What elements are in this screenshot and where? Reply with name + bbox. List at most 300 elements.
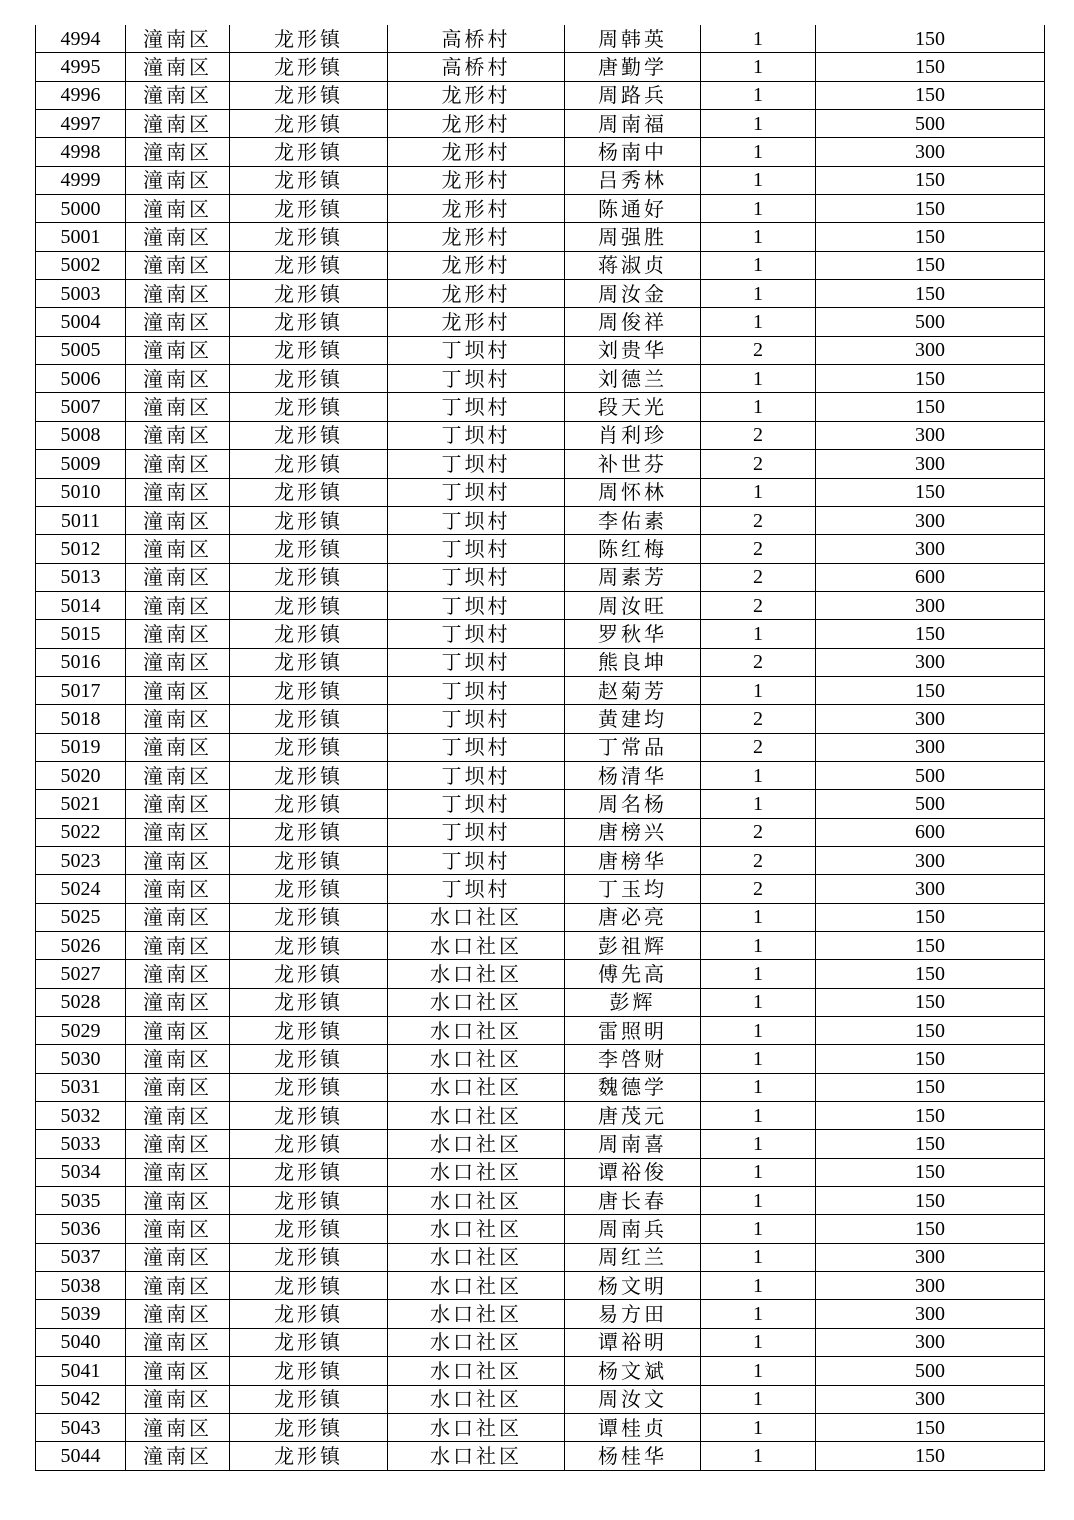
village-cell: 龙形村 bbox=[388, 280, 565, 308]
name-cell: 彭祖辉 bbox=[565, 932, 701, 960]
table-row bbox=[36, 450, 1045, 478]
amount-cell: 300 bbox=[816, 648, 1045, 676]
town-cell: 龙形镇 bbox=[230, 733, 388, 761]
town-cell: 龙形镇 bbox=[230, 563, 388, 591]
row-number-cell: 5043 bbox=[36, 1413, 126, 1441]
row-number-cell: 5037 bbox=[36, 1243, 126, 1271]
table-row bbox=[36, 705, 1045, 733]
village-cell: 水口社区 bbox=[388, 1158, 565, 1186]
name-cell: 丁玉均 bbox=[565, 875, 701, 903]
amount-cell: 500 bbox=[816, 308, 1045, 336]
district-cell: 潼南区 bbox=[126, 336, 230, 364]
village-cell: 水口社区 bbox=[388, 1215, 565, 1243]
town-cell: 龙形镇 bbox=[230, 705, 388, 733]
district-cell: 潼南区 bbox=[126, 1328, 230, 1356]
village-cell: 龙形村 bbox=[388, 166, 565, 194]
amount-cell: 600 bbox=[816, 563, 1045, 591]
row-number-cell: 4996 bbox=[36, 81, 126, 109]
table-row bbox=[36, 25, 1045, 53]
town-cell: 龙形镇 bbox=[230, 81, 388, 109]
name-cell: 谭裕明 bbox=[565, 1328, 701, 1356]
village-cell: 丁坝村 bbox=[388, 591, 565, 619]
name-cell: 唐长春 bbox=[565, 1187, 701, 1215]
table-row bbox=[36, 365, 1045, 393]
district-cell: 潼南区 bbox=[126, 81, 230, 109]
amount-cell: 150 bbox=[816, 166, 1045, 194]
row-number-cell: 5024 bbox=[36, 875, 126, 903]
village-cell: 丁坝村 bbox=[388, 393, 565, 421]
amount-cell: 300 bbox=[816, 421, 1045, 449]
village-cell: 丁坝村 bbox=[388, 563, 565, 591]
town-cell: 龙形镇 bbox=[230, 932, 388, 960]
district-cell: 潼南区 bbox=[126, 195, 230, 223]
name-cell: 赵菊芳 bbox=[565, 676, 701, 704]
district-cell: 潼南区 bbox=[126, 223, 230, 251]
count-cell: 2 bbox=[701, 648, 816, 676]
table-row bbox=[36, 478, 1045, 506]
district-cell: 潼南区 bbox=[126, 535, 230, 563]
count-cell: 1 bbox=[701, 166, 816, 194]
row-number-cell: 4998 bbox=[36, 138, 126, 166]
amount-cell: 150 bbox=[816, 988, 1045, 1016]
table-row bbox=[36, 1328, 1045, 1356]
amount-cell: 500 bbox=[816, 1357, 1045, 1385]
village-cell: 丁坝村 bbox=[388, 535, 565, 563]
village-cell: 龙形村 bbox=[388, 138, 565, 166]
count-cell: 1 bbox=[701, 1413, 816, 1441]
name-cell: 周汝金 bbox=[565, 280, 701, 308]
row-number-cell: 5031 bbox=[36, 1073, 126, 1101]
count-cell: 1 bbox=[701, 280, 816, 308]
amount-cell: 300 bbox=[816, 1243, 1045, 1271]
count-cell: 1 bbox=[701, 1102, 816, 1130]
village-cell: 丁坝村 bbox=[388, 790, 565, 818]
district-cell: 潼南区 bbox=[126, 421, 230, 449]
count-cell: 2 bbox=[701, 875, 816, 903]
district-cell: 潼南区 bbox=[126, 1130, 230, 1158]
district-cell: 潼南区 bbox=[126, 251, 230, 279]
village-cell: 龙形村 bbox=[388, 195, 565, 223]
town-cell: 龙形镇 bbox=[230, 138, 388, 166]
count-cell: 1 bbox=[701, 1158, 816, 1186]
name-cell: 唐茂元 bbox=[565, 1102, 701, 1130]
row-number-cell: 5022 bbox=[36, 818, 126, 846]
count-cell: 1 bbox=[701, 903, 816, 931]
count-cell: 1 bbox=[701, 1073, 816, 1101]
table-row bbox=[36, 308, 1045, 336]
count-cell: 2 bbox=[701, 421, 816, 449]
town-cell: 龙形镇 bbox=[230, 846, 388, 874]
table-row bbox=[36, 903, 1045, 931]
count-cell: 1 bbox=[701, 1442, 816, 1470]
town-cell: 龙形镇 bbox=[230, 166, 388, 194]
name-cell: 李啓财 bbox=[565, 1045, 701, 1073]
name-cell: 补世芬 bbox=[565, 450, 701, 478]
amount-cell: 150 bbox=[816, 620, 1045, 648]
count-cell: 1 bbox=[701, 251, 816, 279]
village-cell: 丁坝村 bbox=[388, 620, 565, 648]
name-cell: 杨文斌 bbox=[565, 1357, 701, 1385]
village-cell: 丁坝村 bbox=[388, 421, 565, 449]
district-cell: 潼南区 bbox=[126, 875, 230, 903]
village-cell: 水口社区 bbox=[388, 1130, 565, 1158]
table-row bbox=[36, 1385, 1045, 1413]
row-number-cell: 5002 bbox=[36, 251, 126, 279]
row-number-cell: 5012 bbox=[36, 535, 126, 563]
name-cell: 魏德学 bbox=[565, 1073, 701, 1101]
district-cell: 潼南区 bbox=[126, 932, 230, 960]
district-cell: 潼南区 bbox=[126, 988, 230, 1016]
village-cell: 丁坝村 bbox=[388, 818, 565, 846]
town-cell: 龙形镇 bbox=[230, 1357, 388, 1385]
village-cell: 水口社区 bbox=[388, 1017, 565, 1045]
amount-cell: 150 bbox=[816, 1215, 1045, 1243]
table-row bbox=[36, 988, 1045, 1016]
count-cell: 1 bbox=[701, 1300, 816, 1328]
table-row bbox=[36, 535, 1045, 563]
row-number-cell: 5004 bbox=[36, 308, 126, 336]
village-cell: 水口社区 bbox=[388, 960, 565, 988]
table-row bbox=[36, 648, 1045, 676]
row-number-cell: 5010 bbox=[36, 478, 126, 506]
row-number-cell: 5007 bbox=[36, 393, 126, 421]
name-cell: 陈红梅 bbox=[565, 535, 701, 563]
name-cell: 丁常品 bbox=[565, 733, 701, 761]
town-cell: 龙形镇 bbox=[230, 1187, 388, 1215]
row-number-cell: 5025 bbox=[36, 903, 126, 931]
village-cell: 龙形村 bbox=[388, 223, 565, 251]
district-cell: 潼南区 bbox=[126, 960, 230, 988]
row-number-cell: 5032 bbox=[36, 1102, 126, 1130]
village-cell: 龙形村 bbox=[388, 110, 565, 138]
amount-cell: 500 bbox=[816, 790, 1045, 818]
town-cell: 龙形镇 bbox=[230, 478, 388, 506]
count-cell: 2 bbox=[701, 563, 816, 591]
village-cell: 丁坝村 bbox=[388, 676, 565, 704]
town-cell: 龙形镇 bbox=[230, 450, 388, 478]
count-cell: 2 bbox=[701, 591, 816, 619]
table-row bbox=[36, 733, 1045, 761]
table-row bbox=[36, 761, 1045, 789]
row-number-cell: 5023 bbox=[36, 846, 126, 874]
village-cell: 丁坝村 bbox=[388, 506, 565, 534]
table-body bbox=[36, 25, 1045, 1470]
count-cell: 1 bbox=[701, 365, 816, 393]
village-cell: 水口社区 bbox=[388, 1102, 565, 1130]
row-number-cell: 5018 bbox=[36, 705, 126, 733]
town-cell: 龙形镇 bbox=[230, 280, 388, 308]
row-number-cell: 5009 bbox=[36, 450, 126, 478]
row-number-cell: 5016 bbox=[36, 648, 126, 676]
count-cell: 1 bbox=[701, 1215, 816, 1243]
table-row bbox=[36, 280, 1045, 308]
amount-cell: 150 bbox=[816, 1158, 1045, 1186]
amount-cell: 300 bbox=[816, 1385, 1045, 1413]
count-cell: 1 bbox=[701, 195, 816, 223]
amount-cell: 150 bbox=[816, 1073, 1045, 1101]
district-cell: 潼南区 bbox=[126, 563, 230, 591]
table-row bbox=[36, 110, 1045, 138]
village-cell: 丁坝村 bbox=[388, 365, 565, 393]
row-number-cell: 5026 bbox=[36, 932, 126, 960]
name-cell: 唐必亮 bbox=[565, 903, 701, 931]
row-number-cell: 5020 bbox=[36, 761, 126, 789]
district-cell: 潼南区 bbox=[126, 1158, 230, 1186]
table-row bbox=[36, 223, 1045, 251]
town-cell: 龙形镇 bbox=[230, 620, 388, 648]
table-row bbox=[36, 563, 1045, 591]
count-cell: 1 bbox=[701, 25, 816, 53]
name-cell: 周怀林 bbox=[565, 478, 701, 506]
amount-cell: 300 bbox=[816, 846, 1045, 874]
row-number-cell: 5040 bbox=[36, 1328, 126, 1356]
amount-cell: 150 bbox=[816, 903, 1045, 931]
amount-cell: 300 bbox=[816, 1300, 1045, 1328]
name-cell: 杨清华 bbox=[565, 761, 701, 789]
town-cell: 龙形镇 bbox=[230, 1272, 388, 1300]
row-number-cell: 5036 bbox=[36, 1215, 126, 1243]
village-cell: 水口社区 bbox=[388, 1300, 565, 1328]
town-cell: 龙形镇 bbox=[230, 1442, 388, 1470]
table-row bbox=[36, 336, 1045, 364]
amount-cell: 300 bbox=[816, 705, 1045, 733]
village-cell: 丁坝村 bbox=[388, 761, 565, 789]
name-cell: 杨文明 bbox=[565, 1272, 701, 1300]
amount-cell: 150 bbox=[816, 1045, 1045, 1073]
name-cell: 周汝旺 bbox=[565, 591, 701, 619]
table-row bbox=[36, 1102, 1045, 1130]
name-cell: 李佑素 bbox=[565, 506, 701, 534]
district-cell: 潼南区 bbox=[126, 1215, 230, 1243]
amount-cell: 150 bbox=[816, 53, 1045, 81]
count-cell: 1 bbox=[701, 478, 816, 506]
name-cell: 刘贵华 bbox=[565, 336, 701, 364]
count-cell: 1 bbox=[701, 676, 816, 704]
count-cell: 1 bbox=[701, 81, 816, 109]
amount-cell: 150 bbox=[816, 960, 1045, 988]
table-row bbox=[36, 790, 1045, 818]
table-row bbox=[36, 818, 1045, 846]
name-cell: 蒋淑贞 bbox=[565, 251, 701, 279]
row-number-cell: 5044 bbox=[36, 1442, 126, 1470]
table-row bbox=[36, 1413, 1045, 1441]
town-cell: 龙形镇 bbox=[230, 1300, 388, 1328]
row-number-cell: 5027 bbox=[36, 960, 126, 988]
name-cell: 易方田 bbox=[565, 1300, 701, 1328]
amount-cell: 150 bbox=[816, 1102, 1045, 1130]
name-cell: 熊良坤 bbox=[565, 648, 701, 676]
row-number-cell: 5028 bbox=[36, 988, 126, 1016]
amount-cell: 150 bbox=[816, 393, 1045, 421]
district-cell: 潼南区 bbox=[126, 308, 230, 336]
town-cell: 龙形镇 bbox=[230, 1328, 388, 1356]
row-number-cell: 5019 bbox=[36, 733, 126, 761]
amount-cell: 150 bbox=[816, 1413, 1045, 1441]
table-row bbox=[36, 138, 1045, 166]
table-row bbox=[36, 1272, 1045, 1300]
table-row bbox=[36, 506, 1045, 534]
count-cell: 1 bbox=[701, 1045, 816, 1073]
town-cell: 龙形镇 bbox=[230, 875, 388, 903]
town-cell: 龙形镇 bbox=[230, 903, 388, 931]
village-cell: 丁坝村 bbox=[388, 648, 565, 676]
amount-cell: 150 bbox=[816, 932, 1045, 960]
district-cell: 潼南区 bbox=[126, 903, 230, 931]
row-number-cell: 5038 bbox=[36, 1272, 126, 1300]
table-row bbox=[36, 166, 1045, 194]
town-cell: 龙形镇 bbox=[230, 308, 388, 336]
amount-cell: 500 bbox=[816, 761, 1045, 789]
district-cell: 潼南区 bbox=[126, 761, 230, 789]
amount-cell: 300 bbox=[816, 733, 1045, 761]
table-row bbox=[36, 960, 1045, 988]
amount-cell: 150 bbox=[816, 365, 1045, 393]
count-cell: 1 bbox=[701, 790, 816, 818]
table-row bbox=[36, 1158, 1045, 1186]
amount-cell: 600 bbox=[816, 818, 1045, 846]
row-number-cell: 4995 bbox=[36, 53, 126, 81]
row-number-cell: 5034 bbox=[36, 1158, 126, 1186]
town-cell: 龙形镇 bbox=[230, 251, 388, 279]
district-cell: 潼南区 bbox=[126, 1187, 230, 1215]
count-cell: 2 bbox=[701, 506, 816, 534]
row-number-cell: 5005 bbox=[36, 336, 126, 364]
town-cell: 龙形镇 bbox=[230, 1017, 388, 1045]
district-cell: 潼南区 bbox=[126, 166, 230, 194]
amount-cell: 300 bbox=[816, 138, 1045, 166]
village-cell: 丁坝村 bbox=[388, 875, 565, 903]
town-cell: 龙形镇 bbox=[230, 648, 388, 676]
name-cell: 杨桂华 bbox=[565, 1442, 701, 1470]
town-cell: 龙形镇 bbox=[230, 1045, 388, 1073]
row-number-cell: 5015 bbox=[36, 620, 126, 648]
count-cell: 1 bbox=[701, 988, 816, 1016]
count-cell: 1 bbox=[701, 1017, 816, 1045]
village-cell: 丁坝村 bbox=[388, 705, 565, 733]
village-cell: 龙形村 bbox=[388, 251, 565, 279]
amount-cell: 500 bbox=[816, 110, 1045, 138]
name-cell: 周路兵 bbox=[565, 81, 701, 109]
village-cell: 龙形村 bbox=[388, 81, 565, 109]
village-cell: 龙形村 bbox=[388, 308, 565, 336]
table-row bbox=[36, 1357, 1045, 1385]
town-cell: 龙形镇 bbox=[230, 1413, 388, 1441]
district-cell: 潼南区 bbox=[126, 365, 230, 393]
village-cell: 丁坝村 bbox=[388, 336, 565, 364]
district-cell: 潼南区 bbox=[126, 450, 230, 478]
count-cell: 1 bbox=[701, 1357, 816, 1385]
town-cell: 龙形镇 bbox=[230, 421, 388, 449]
town-cell: 龙形镇 bbox=[230, 591, 388, 619]
village-cell: 水口社区 bbox=[388, 988, 565, 1016]
table-row bbox=[36, 393, 1045, 421]
village-cell: 水口社区 bbox=[388, 903, 565, 931]
count-cell: 1 bbox=[701, 138, 816, 166]
town-cell: 龙形镇 bbox=[230, 988, 388, 1016]
name-cell: 刘德兰 bbox=[565, 365, 701, 393]
amount-cell: 300 bbox=[816, 506, 1045, 534]
count-cell: 1 bbox=[701, 223, 816, 251]
village-cell: 水口社区 bbox=[388, 1187, 565, 1215]
table-row bbox=[36, 1130, 1045, 1158]
amount-cell: 300 bbox=[816, 1272, 1045, 1300]
town-cell: 龙形镇 bbox=[230, 506, 388, 534]
town-cell: 龙形镇 bbox=[230, 25, 388, 53]
amount-cell: 150 bbox=[816, 1130, 1045, 1158]
town-cell: 龙形镇 bbox=[230, 110, 388, 138]
table-row bbox=[36, 1300, 1045, 1328]
district-cell: 潼南区 bbox=[126, 1045, 230, 1073]
name-cell: 周素芳 bbox=[565, 563, 701, 591]
district-cell: 潼南区 bbox=[126, 1300, 230, 1328]
district-cell: 潼南区 bbox=[126, 1073, 230, 1101]
row-number-cell: 5041 bbox=[36, 1357, 126, 1385]
district-cell: 潼南区 bbox=[126, 1272, 230, 1300]
row-number-cell: 5030 bbox=[36, 1045, 126, 1073]
village-cell: 高桥村 bbox=[388, 53, 565, 81]
town-cell: 龙形镇 bbox=[230, 365, 388, 393]
village-cell: 丁坝村 bbox=[388, 733, 565, 761]
town-cell: 龙形镇 bbox=[230, 1073, 388, 1101]
row-number-cell: 5021 bbox=[36, 790, 126, 818]
town-cell: 龙形镇 bbox=[230, 676, 388, 704]
row-number-cell: 5017 bbox=[36, 676, 126, 704]
name-cell: 周强胜 bbox=[565, 223, 701, 251]
village-cell: 水口社区 bbox=[388, 1272, 565, 1300]
amount-cell: 150 bbox=[816, 25, 1045, 53]
district-cell: 潼南区 bbox=[126, 1413, 230, 1441]
district-cell: 潼南区 bbox=[126, 1442, 230, 1470]
town-cell: 龙形镇 bbox=[230, 818, 388, 846]
amount-cell: 150 bbox=[816, 1442, 1045, 1470]
village-cell: 水口社区 bbox=[388, 1328, 565, 1356]
district-cell: 潼南区 bbox=[126, 506, 230, 534]
village-cell: 丁坝村 bbox=[388, 846, 565, 874]
count-cell: 1 bbox=[701, 393, 816, 421]
count-cell: 1 bbox=[701, 53, 816, 81]
table-row bbox=[36, 932, 1045, 960]
town-cell: 龙形镇 bbox=[230, 195, 388, 223]
name-cell: 周南兵 bbox=[565, 1215, 701, 1243]
name-cell: 肖利珍 bbox=[565, 421, 701, 449]
table-row bbox=[36, 1442, 1045, 1470]
row-number-cell: 5001 bbox=[36, 223, 126, 251]
village-cell: 水口社区 bbox=[388, 1413, 565, 1441]
village-cell: 丁坝村 bbox=[388, 450, 565, 478]
amount-cell: 150 bbox=[816, 251, 1045, 279]
amount-cell: 150 bbox=[816, 81, 1045, 109]
village-cell: 水口社区 bbox=[388, 1442, 565, 1470]
name-cell: 唐榜华 bbox=[565, 846, 701, 874]
amount-cell: 300 bbox=[816, 1328, 1045, 1356]
amount-cell: 150 bbox=[816, 1187, 1045, 1215]
district-cell: 潼南区 bbox=[126, 1385, 230, 1413]
amount-cell: 150 bbox=[816, 1017, 1045, 1045]
count-cell: 2 bbox=[701, 818, 816, 846]
count-cell: 1 bbox=[701, 1130, 816, 1158]
district-cell: 潼南区 bbox=[126, 676, 230, 704]
amount-cell: 150 bbox=[816, 223, 1045, 251]
village-cell: 丁坝村 bbox=[388, 478, 565, 506]
amount-cell: 150 bbox=[816, 280, 1045, 308]
district-cell: 潼南区 bbox=[126, 591, 230, 619]
village-cell: 高桥村 bbox=[388, 25, 565, 53]
town-cell: 龙形镇 bbox=[230, 1130, 388, 1158]
table-row bbox=[36, 195, 1045, 223]
district-cell: 潼南区 bbox=[126, 648, 230, 676]
table-row bbox=[36, 1243, 1045, 1271]
table-row bbox=[36, 1187, 1045, 1215]
